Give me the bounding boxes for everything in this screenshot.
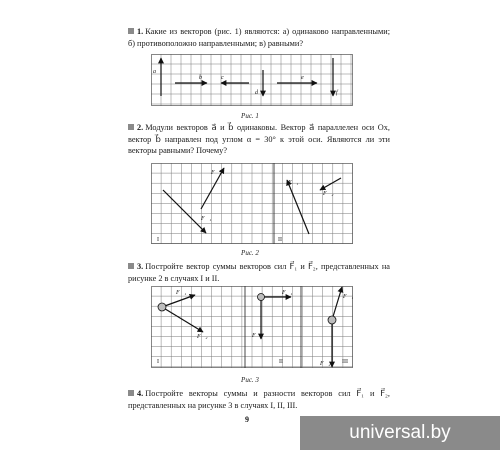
case-i: I [157,359,159,365]
point-case-1 [158,303,166,311]
problem-number: 3. [137,262,144,271]
problem-text: Постройте вектор суммы векторов сил F⃗₁ и F⃗₂, представленных на рисунке 2 в случаях I и II. [128,262,390,283]
vector-f1-case-3 [332,287,342,320]
label-e: e⃗ [301,75,309,81]
label-f2-case-3: F⃗₂ [320,361,331,367]
point-case-2 [258,294,265,301]
label-f2-case-1: F⃗₂ [211,170,222,176]
problem-marker [128,124,134,130]
label-f2-case-1: F⃗₂ [197,334,208,340]
label-f2-case-2: F⃗₂ [323,191,334,197]
problem-marker [128,28,134,34]
label-f2-case-2: F⃗₂ [252,333,263,339]
label-f1-case-1: F⃗₁ [201,216,212,222]
figure-2 [151,163,353,244]
vector-f1-case-2 [287,180,309,234]
problem-marker [128,390,134,396]
page-number: 9 [245,415,249,424]
problem-2 [128,122,390,157]
problem-number: 2. [137,123,144,132]
figure-2-caption: Рис. 2 [241,249,259,257]
problem-number: 4. [137,389,144,398]
problem-4 [128,388,390,411]
label-f1-case-2: F⃗₁ [282,290,293,296]
figure-3 [151,286,353,368]
problem-text: Модули векторов a⃗ и b⃗ одинаковы. Вектор a⃗ параллелен оси Ox, вектор b⃗ направлен под углом α = 30° к этой оси. Являются ли эти векторы равными? Почему? [128,123,390,155]
label-a: a⃗ [153,69,161,75]
label-f1-case-1: F⃗₁ [176,290,187,296]
problem-number: 1. [137,27,144,36]
problem-text: Постройте векторы суммы и разности векторов сил F⃗₁ и F⃗₂, представленных на рисунке 3 в случаях I, II, III. [128,389,390,410]
case-ii: II [278,237,282,243]
label-f1-case-2: F⃗₁ [288,180,299,186]
problem-1 [128,26,390,49]
problem-3 [128,261,390,284]
case-i: I [157,237,159,243]
case-iii: III [342,359,348,365]
figure-1-caption: Рис. 1 [241,112,259,120]
figure-3-caption: Рис. 3 [241,376,259,384]
point-case-3 [328,316,336,324]
vector-f1-case-1 [163,190,206,233]
vector-f1-case-1 [162,295,195,307]
vector-f2-case-1 [162,307,203,332]
case-ii: II [279,359,283,365]
problem-text: Какие из векторов (рис. 1) являются: а) одинаково направленными; б) противоположно направленными; в) равными? [128,27,390,48]
watermark: universal.by [300,416,500,450]
problem-marker [128,263,134,269]
figure-1 [151,54,353,106]
label-c: c⃗ [221,75,229,81]
label-b: b⃗ [199,75,207,81]
label-f: f⃗ [336,90,343,96]
label-f1-case-3: F⃗₁ [343,294,353,300]
vector-f2-case-2 [320,178,341,190]
label-d: d⃗ [255,90,263,96]
